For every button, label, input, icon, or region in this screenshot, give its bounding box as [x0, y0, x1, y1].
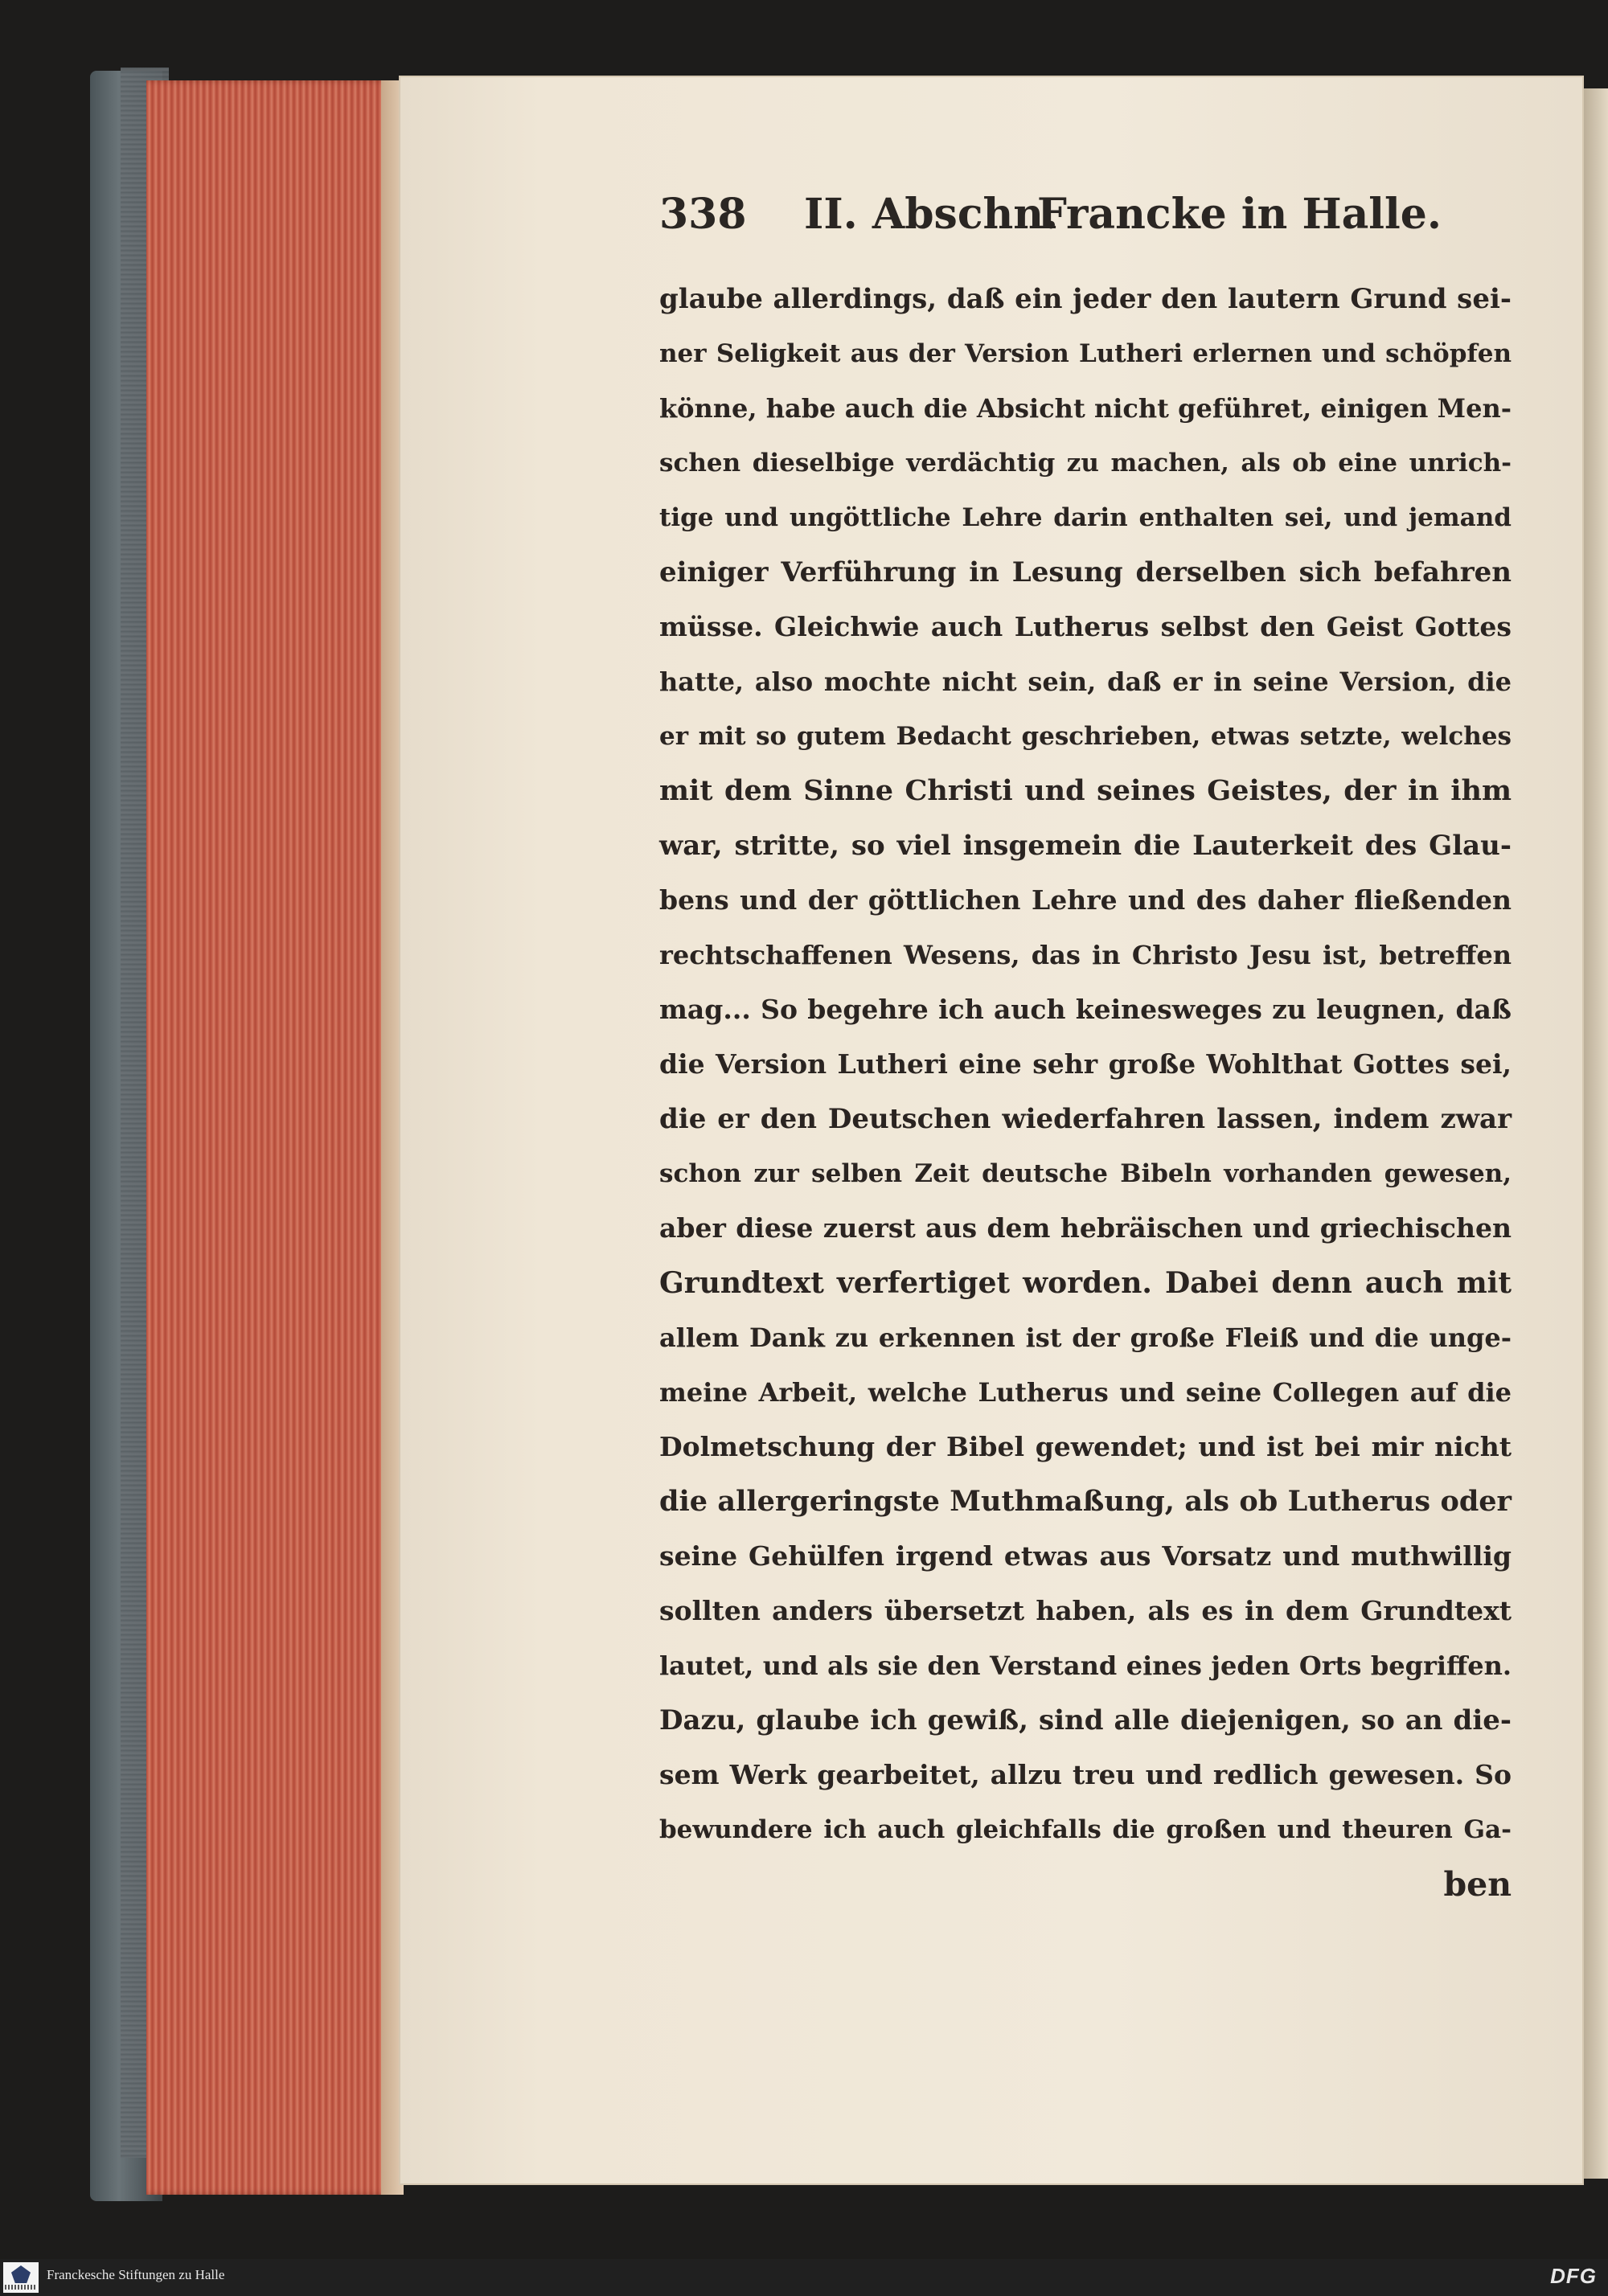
- running-header: [659, 190, 1512, 254]
- text-line: glaube allerdings, daß ein jeder den lautern Grund sei-: [659, 283, 1512, 315]
- text-line: allem Dank zu erkennen ist der große Fleiß und die unge-: [659, 1322, 1512, 1353]
- text-line: mag... So begehre ich auch keinesweges zu leugnen, daß: [659, 994, 1512, 1025]
- section-label: II. Abschn.: [804, 190, 1059, 239]
- viewer-footer: [0, 2259, 1608, 2296]
- institution-logo-icon: [3, 2262, 39, 2293]
- page-number: 338: [659, 190, 747, 239]
- text-line: die allergeringste Muthmaßung, als ob Lutherus oder: [659, 1485, 1512, 1518]
- text-line: Grundtext verfertiget worden. Dabei denn auch mit: [659, 1266, 1512, 1300]
- text-line: er mit so gutem Bedacht geschrieben, etwas setzte, welches: [659, 722, 1512, 751]
- text-line: schon zur selben Zeit deutsche Bibeln vorhanden gewesen,: [659, 1159, 1512, 1188]
- text-line: müsse. Gleichwie auch Lutherus selbst den Geist Gottes: [659, 611, 1512, 642]
- catchword: ben: [1443, 1865, 1512, 1904]
- text-line: rechtschaffenen Wesens, das in Christo Jesu ist, betreffen: [659, 940, 1512, 970]
- text-line: lautet, und als sie den Verstand eines jeden Orts begriffen.: [659, 1650, 1512, 1681]
- text-line: bewundere ich auch gleichfalls die großen und theuren Ga-: [659, 1815, 1512, 1844]
- text-line: die Version Lutheri eine sehr große Wohlthat Gottes sei,: [659, 1048, 1512, 1080]
- text-line: einiger Verführung in Lesung derselben sich befahren: [659, 556, 1512, 588]
- text-line: bens und der göttlichen Lehre und des daher fließenden: [659, 884, 1512, 916]
- text-line: hatte, also mochte nicht sein, daß er in seine Version, die: [659, 666, 1512, 697]
- facing-page-edge: [1582, 88, 1608, 2179]
- text-line: schen dieselbige verdächtig zu machen, als ob eine unrich-: [659, 449, 1512, 478]
- page-body-text: [659, 272, 1512, 1912]
- text-line: Dolmetschung der Bibel gewendet; und ist bei mir nicht: [659, 1431, 1512, 1462]
- text-line: die er den Deutschen wiederfahren lassen, indem zwar: [659, 1103, 1512, 1135]
- running-title: Francke in Halle.: [1037, 190, 1442, 239]
- text-line: ner Seligkeit aus der Version Lutheri erlernen und schöpfen: [659, 339, 1512, 368]
- text-line: könne, habe auch die Absicht nicht geführet, einigen Men-: [659, 393, 1512, 424]
- text-line: meine Arbeit, welche Lutherus und seine Collegen auf die: [659, 1377, 1512, 1408]
- text-line: tige und ungöttliche Lehre darin enthalten sei, und jemand: [659, 503, 1512, 532]
- institution-name: Franckesche Stiftungen zu Halle: [47, 2267, 225, 2282]
- text-line: war, stritte, so viel insgemein die Lauterkeit des Glau-: [659, 830, 1512, 862]
- text-line: mit dem Sinne Christi und seines Geistes, der in ihm: [659, 774, 1512, 807]
- text-line: sollten anders übersetzt haben, als es in dem Grundtext: [659, 1595, 1512, 1626]
- dfg-logo: DFG: [1550, 2264, 1597, 2288]
- text-line: aber diese zuerst aus dem hebräischen und griechischen: [659, 1212, 1512, 1244]
- text-line: Dazu, glaube ich gewiß, sind alle diejenigen, so an die-: [659, 1704, 1512, 1736]
- page-edges: [146, 80, 404, 2195]
- text-line: seine Gehülfen irgend etwas aus Vorsatz und muthwillig: [659, 1540, 1512, 1572]
- text-line: sem Werk gearbeitet, allzu treu und redlich gewesen. So: [659, 1759, 1512, 1790]
